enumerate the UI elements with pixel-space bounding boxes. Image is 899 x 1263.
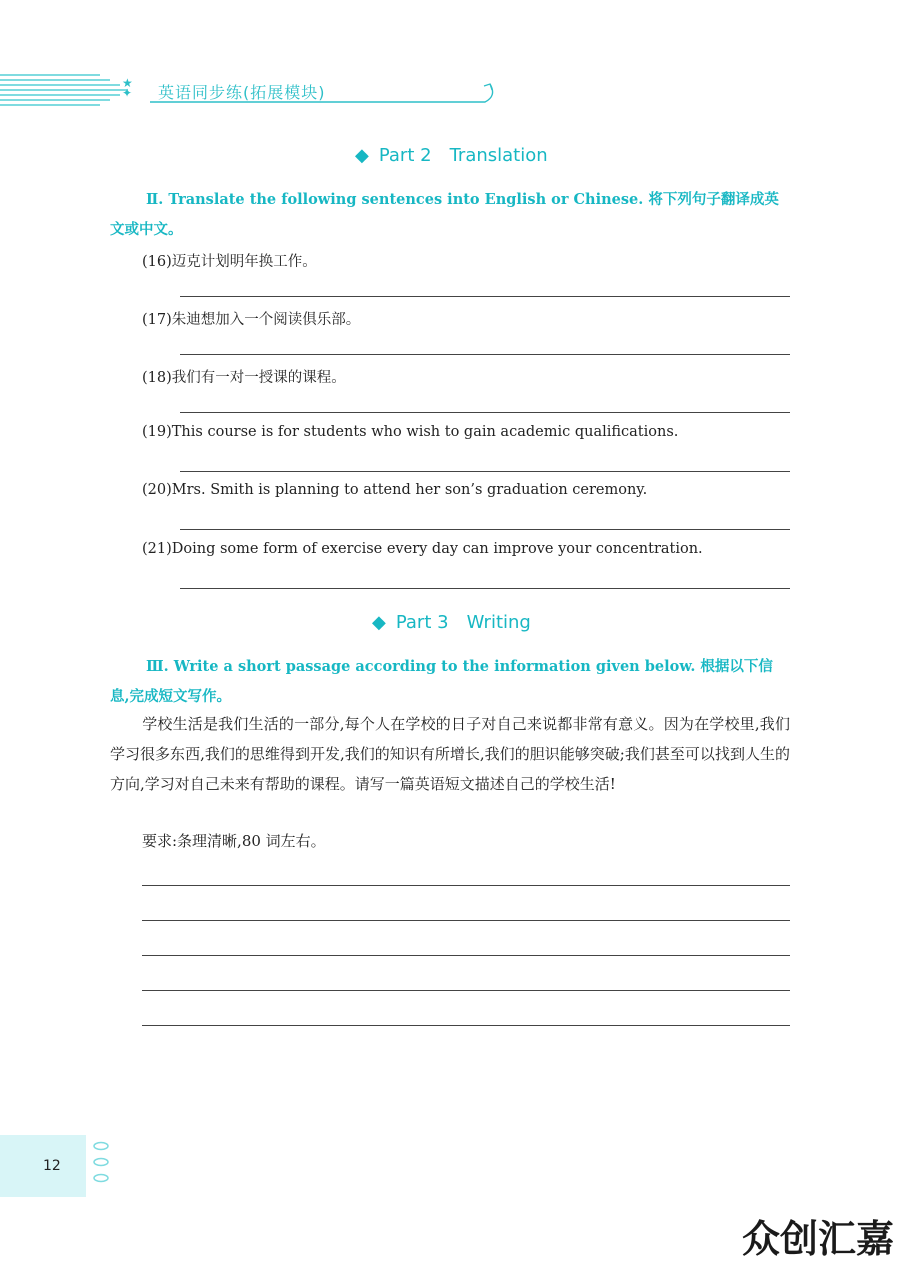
part2-title [355,145,548,166]
question-17 [142,308,360,329]
instruction-text: Translate the following sentences into English or Chinese. 将下列句子翻译成英文或中文。 [110,191,779,238]
writing-line-4[interactable] [142,990,790,991]
question-text: Mrs. Smith is planning to attend her son’s graduation ceremony. [171,482,648,498]
part3-title [372,612,531,633]
question-text: This course is for students who wish to gain academic qualifications. [171,424,679,440]
writing-line-5[interactable] [142,1025,790,1026]
binder-rings-icon [91,1140,111,1190]
stars-icon: ★ ✦ [122,76,133,100]
writing-line-2[interactable] [142,920,790,921]
header-title: 英语同步练(拓展模块) [158,83,326,102]
page-number: 12 [43,1158,61,1174]
answer-line-21[interactable] [180,588,790,589]
writing-line-3[interactable] [142,955,790,956]
question-20 [142,482,647,498]
answer-line-18[interactable] [180,412,790,413]
passage-text: 学校生活是我们生活的一部分,每个人在学校的日子对自己来说都非常有意义。因为在学校里,我们学习很多东西,我们的思维得到开发,我们的知识有所增长,我们的胆识能够突破;我们甚至可以找到人生的方向,学习对自己未来有帮助的课程。请写一篇英语短文描述自己的学校生活! [110,715,790,793]
question-text: 迈克计划明年换工作。 [171,254,317,270]
question-text: 朱迪想加入一个阅读俱乐部。 [171,312,361,328]
question-number: (20) [142,482,172,498]
answer-line-20[interactable] [180,529,790,530]
header-curve [0,0,899,110]
part3-instruction [110,652,790,712]
requirement: 要求:条理清晰,80 词左右。 [142,832,326,850]
question-21 [142,541,703,557]
answer-line-17[interactable] [180,354,790,355]
watermark: 众创汇嘉 [742,1217,895,1261]
part3-name: Writing [466,612,531,633]
part2-name: Translation [449,145,548,166]
diamond-icon: ◆ [372,612,386,633]
roman-numeral: Ⅱ. [146,191,164,208]
writing-prompt [110,709,790,799]
roman-numeral: Ⅲ. [146,658,169,675]
diamond-icon: ◆ [355,145,369,166]
question-19 [142,424,678,440]
question-number: (19) [142,424,172,440]
question-number: (17) [142,312,172,328]
question-number: (16) [142,254,172,270]
instruction-text: Write a short passage according to the information given below. 根据以下信息,完成短文写作。 [110,658,773,705]
part2-label: Part 2 [378,145,432,166]
answer-line-19[interactable] [180,471,790,472]
question-number: (21) [142,541,172,557]
question-18 [142,366,346,387]
question-number: (18) [142,370,172,386]
part3-label: Part 3 [395,612,449,633]
question-text: Doing some form of exercise every day can improve your concentration. [171,541,703,557]
question-16 [142,250,317,271]
writing-line-1[interactable] [142,885,790,886]
question-text: 我们有一对一授课的课程。 [171,370,346,386]
answer-line-16[interactable] [180,296,790,297]
part2-instruction [110,185,790,245]
